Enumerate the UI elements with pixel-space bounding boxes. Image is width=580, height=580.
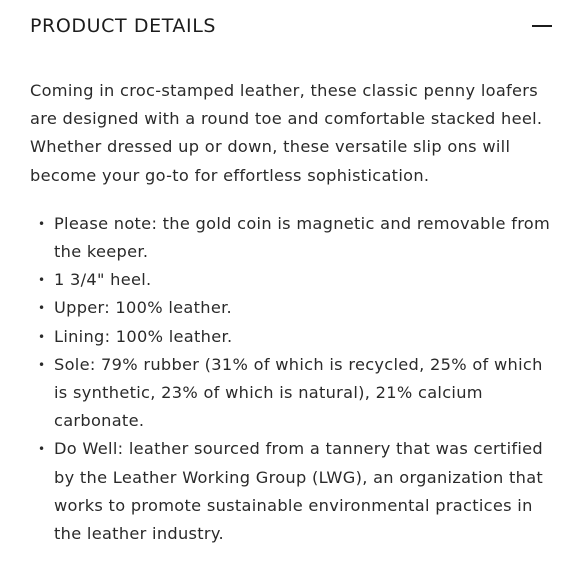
product-details-accordion-header[interactable] bbox=[30, 10, 552, 42]
bullet-icon: • bbox=[38, 329, 46, 344]
list-item bbox=[30, 266, 556, 294]
list-item bbox=[30, 323, 556, 351]
bullet-icon: • bbox=[38, 273, 46, 288]
minus-icon[interactable] bbox=[532, 16, 552, 36]
product-description: Coming in croc-stamped leather, these classic penny loafers are designed with a round toe and comfortable stacked heel. Whether dressed up or down, these versatile slip ons will become your go-to for effortless sophistication. bbox=[30, 81, 543, 185]
bullet-icon: • bbox=[38, 442, 46, 457]
list-item-text: Do Well: leather sourced from a tannery that was certified by the Leather Working Group (LWG), an organization that works to promote sustainable environmental practices in the leather industry. bbox=[54, 439, 544, 544]
list-item bbox=[30, 435, 556, 548]
list-item-text: 1 3/4" heel. bbox=[54, 270, 152, 290]
bullet-icon: • bbox=[38, 301, 46, 316]
list-item bbox=[30, 210, 556, 266]
product-details-panel bbox=[30, 77, 556, 548]
list-item-text: Sole: 79% rubber (31% of which is recycled, 25% of which is synthetic, 23% of which is natural), 21% calcium carbonate. bbox=[54, 354, 543, 431]
list-item-text: Please note: the gold coin is magnetic and removable from the keeper. bbox=[54, 213, 551, 262]
bullet-icon: • bbox=[38, 357, 46, 372]
accordion-title: PRODUCT DETAILS bbox=[30, 15, 217, 37]
product-details-list bbox=[30, 210, 556, 548]
list-item bbox=[30, 294, 556, 322]
list-item-text: Upper: 100% leather. bbox=[54, 298, 233, 318]
list-item bbox=[30, 351, 556, 436]
list-item-text: Lining: 100% leather. bbox=[54, 326, 233, 346]
bullet-icon: • bbox=[38, 216, 46, 231]
